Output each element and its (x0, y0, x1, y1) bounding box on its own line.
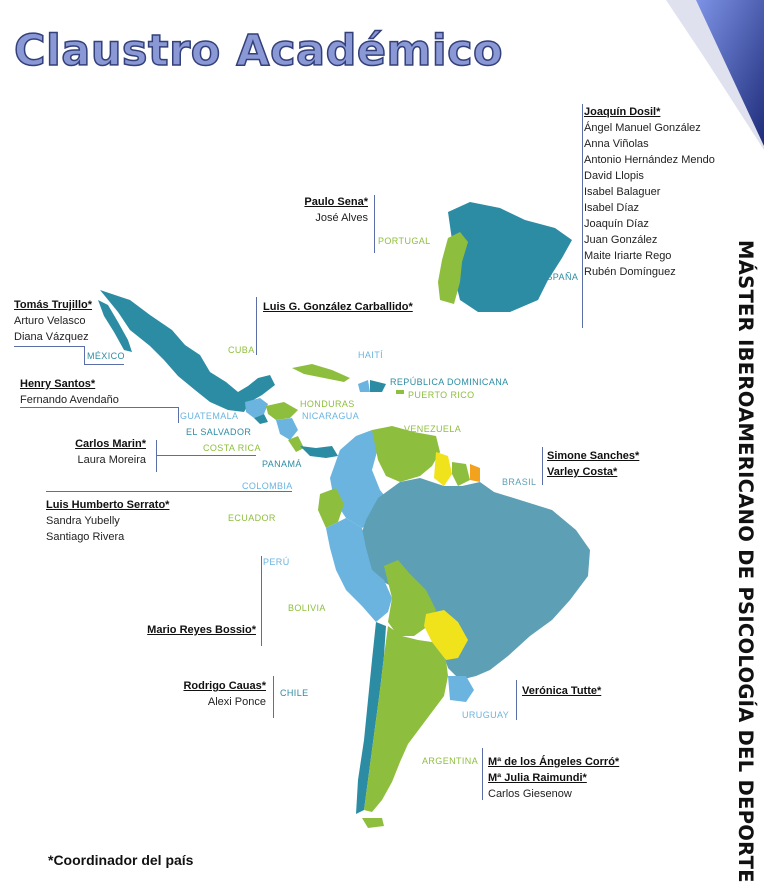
country-label-mexico: MÉXICO (87, 351, 125, 361)
map-puerto-rico (396, 390, 404, 394)
group-chile (183, 678, 266, 710)
member: Laura Moreira (77, 454, 146, 466)
member: Diana Vázquez (14, 331, 89, 343)
group-portugal (304, 194, 368, 226)
map-honduras (266, 402, 298, 420)
member: Santiago Rivera (46, 531, 125, 543)
group-argentina (488, 754, 619, 802)
connector-line-spain (582, 104, 583, 328)
member: Carlos Giesenow (488, 788, 572, 800)
connector-line-costa-rica (156, 455, 256, 456)
map-venezuela (372, 426, 440, 482)
country-label-espana: ESPAÑA (540, 272, 579, 282)
coordinator-argentina: Mª de los Ángeles Corró* (488, 756, 620, 768)
group-brasil (547, 448, 639, 480)
map-haiti (358, 380, 370, 392)
connector-line-colombia (46, 491, 292, 492)
side-title-container (733, 240, 757, 883)
country-label-guatemala: GUATEMALA (180, 411, 239, 421)
member: Joaquín Díaz (584, 218, 649, 230)
country-label-brasil: BRASIL (502, 477, 537, 487)
map-cuba (292, 364, 350, 382)
map-republica-dominicana (370, 380, 386, 392)
side-title: MÁSTER IBEROAMERICANO DE PSICOLOGÍA DEL DEPORTE (734, 240, 757, 883)
country-label-uruguay: URUGUAY (462, 710, 510, 720)
country-label-costa-rica: COSTA RICA (203, 443, 261, 453)
country-label-republica-dominicana: REPÚBLICA DOMINICANA (390, 377, 509, 387)
group-mexico (14, 297, 92, 345)
group-guatemala (20, 376, 119, 408)
country-label-panama: PANAMÁ (262, 459, 302, 469)
map-panama (300, 446, 338, 458)
member: Maite Iriarte Rego (584, 250, 672, 262)
coordinator-costa-rica: Carlos Marin* (75, 438, 146, 450)
country-label-ecuador: ECUADOR (228, 513, 276, 523)
member: Sandra Yubelly (46, 515, 120, 527)
coordinator-cuba: Luis G. González Carballido* (263, 301, 413, 313)
coordinator-guatemala: Henry Santos* (20, 378, 96, 390)
group-spain (584, 104, 715, 280)
group-colombia (46, 497, 169, 545)
connector-line-uruguay (516, 680, 517, 720)
member: Rubén Domínguez (584, 266, 676, 278)
member: Isabel Balaguer (584, 186, 661, 198)
map-suriname (452, 462, 470, 486)
member: José Alves (315, 212, 368, 224)
connector-line-mexico-v (84, 346, 85, 364)
member: David Llopis (584, 170, 644, 182)
group-peru (147, 622, 256, 638)
connector-line-portugal (374, 195, 375, 253)
connector-line-peru (261, 556, 262, 646)
map-guyana (434, 452, 452, 486)
country-label-venezuela: VENEZUELA (404, 424, 462, 434)
group-costa-rica (75, 436, 146, 468)
coordinator-mexico: Tomás Trujillo* (14, 299, 93, 311)
country-label-el-salvador: EL SALVADOR (186, 427, 252, 437)
connector-line-cuba (256, 297, 257, 355)
member: Juan González (584, 234, 658, 246)
country-label-portugal: PORTUGAL (378, 236, 431, 246)
coordinator-portugal: Paulo Sena* (304, 196, 368, 208)
map-tierra-del-fuego (362, 818, 384, 828)
footnote: *Coordinador del país (48, 852, 194, 868)
country-label-puerto-rico: PUERTO RICO (408, 390, 475, 400)
connector-line-mexico-h (14, 346, 84, 347)
member: Ángel Manuel González (584, 122, 701, 134)
member: Arturo Velasco (14, 315, 86, 327)
coordinator-brasil: Varley Costa* (547, 466, 618, 478)
country-label-cuba: CUBA (228, 345, 255, 355)
map-nicaragua (276, 418, 298, 440)
connector-line-costa-rica-v (156, 440, 157, 472)
country-label-haiti: HAITÍ (358, 350, 384, 360)
country-label-chile: CHILE (280, 688, 309, 698)
map-spain (448, 202, 572, 312)
coordinator-brasil: Simone Sanches* (547, 450, 640, 462)
country-label-argentina: ARGENTINA (422, 756, 479, 766)
coordinator-chile: Rodrigo Cauas* (183, 680, 266, 692)
member: Alexi Ponce (207, 696, 266, 708)
group-uruguay (522, 683, 601, 699)
country-label-nicaragua: NICARAGUA (302, 411, 360, 421)
connector-line-chile (273, 676, 274, 718)
page-title: Claustro Académico (14, 26, 504, 76)
country-label-honduras: HONDURAS (300, 399, 355, 409)
connector-line-argentina (482, 748, 483, 800)
connector-line-brasil (542, 447, 543, 485)
coordinator-uruguay: Verónica Tutte* (522, 685, 602, 697)
coordinator-peru: Mario Reyes Bossio* (147, 624, 256, 636)
map-french-guiana (470, 464, 480, 482)
country-label-peru: PERÚ (263, 557, 290, 567)
coordinator-colombia: Luis Humberto Serrato* (46, 499, 170, 511)
group-cuba (263, 299, 413, 315)
member: Isabel Díaz (584, 202, 640, 214)
connector-line-guatemala-v (178, 407, 179, 423)
country-label-bolivia: BOLIVIA (288, 603, 326, 613)
member: Antonio Hernández Mendo (584, 154, 715, 166)
connector-line-mexico-h2 (84, 364, 124, 365)
coordinator-spain: Joaquín Dosil* (584, 106, 661, 118)
member: Fernando Avendaño (20, 394, 119, 406)
member: Anna Viñolas (584, 138, 649, 150)
coordinator-argentina: Mª Julia Raimundi* (488, 772, 587, 784)
map-uruguay (448, 676, 474, 702)
country-label-colombia: COLOMBIA (242, 481, 293, 491)
